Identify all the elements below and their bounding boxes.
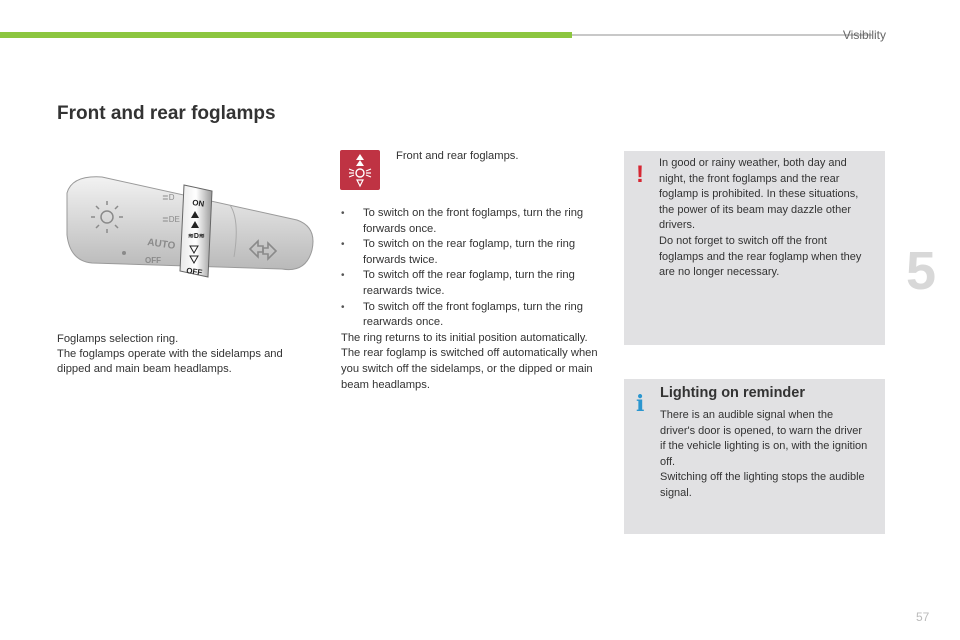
warning-panel	[624, 151, 885, 345]
info-panel	[624, 379, 885, 534]
list-item: • To switch on the rear foglamp, turn the ring forwards twice.	[341, 238, 576, 266]
caption-line: The foglamps operate with the sidelamps and dipped and main beam headlamps.	[57, 348, 283, 375]
chapter-number: 5	[906, 241, 937, 301]
list-item: • To switch on the front foglamps, turn the ring forwards once.	[341, 207, 584, 235]
section-header: Visibility	[842, 28, 886, 42]
info-line: Switching off the lighting stops the audible signal.	[660, 471, 865, 499]
foglamp-symbol-icon	[340, 150, 380, 190]
caption-line: Foglamps selection ring.	[57, 333, 179, 345]
warning-line: In good or rainy weather, both day and night, the front foglamps and the rear foglamp is prohibited. In these situations, the power of its beam may dazzle other drivers.	[659, 157, 859, 232]
off-stalk-label: OFF	[145, 256, 161, 265]
exclamation-icon: !	[636, 161, 644, 188]
lighting-stalk-illustration	[62, 165, 317, 285]
paragraph: The rear foglamp is switched off automatically when you switch off the sidelamps, or the dipped or main beam headlamps.	[341, 347, 598, 391]
warning-text	[659, 156, 867, 281]
list-item: • To switch off the front foglamps, turn the ring rearwards once.	[341, 300, 583, 329]
svg-text:≣D: ≣D	[162, 193, 175, 202]
bullet-icon: •	[341, 270, 345, 282]
auto-label: AUTO	[146, 237, 176, 252]
info-text	[660, 408, 870, 502]
accent-bar	[0, 32, 572, 38]
foglamp-ring-caption	[57, 332, 317, 377]
page-title: Front and rear foglamps	[57, 103, 276, 124]
bullet-icon: •	[341, 301, 345, 313]
page-number: 57	[916, 610, 930, 624]
list-item: • To switch off the rear foglamp, turn the ring rearwards twice.	[341, 269, 575, 297]
on-label: ON	[191, 198, 205, 209]
info-icon: i	[636, 391, 645, 417]
warning-line: Do not forget to switch off the front foglamps and the rear foglamp when they are no longer necessary.	[659, 234, 862, 279]
bullet-icon: •	[341, 239, 345, 251]
foglamp-instructions	[341, 206, 611, 393]
header-rule	[572, 34, 872, 36]
off-ring-label: OFF	[185, 266, 203, 278]
paragraph: The ring returns to its initial position automatically.	[341, 331, 588, 344]
svg-text:≋D≋: ≋D≋	[188, 233, 205, 240]
svg-text:≣DE: ≣DE	[162, 215, 180, 224]
bullet-icon: •	[341, 208, 345, 219]
info-line: There is an audible signal when the driver's door is opened, to warn the driver if the vehicle lighting is on, with the ignition off.	[660, 409, 868, 468]
symbol-caption: Front and rear foglamps.	[396, 150, 519, 162]
info-title: Lighting on reminder	[660, 385, 805, 401]
